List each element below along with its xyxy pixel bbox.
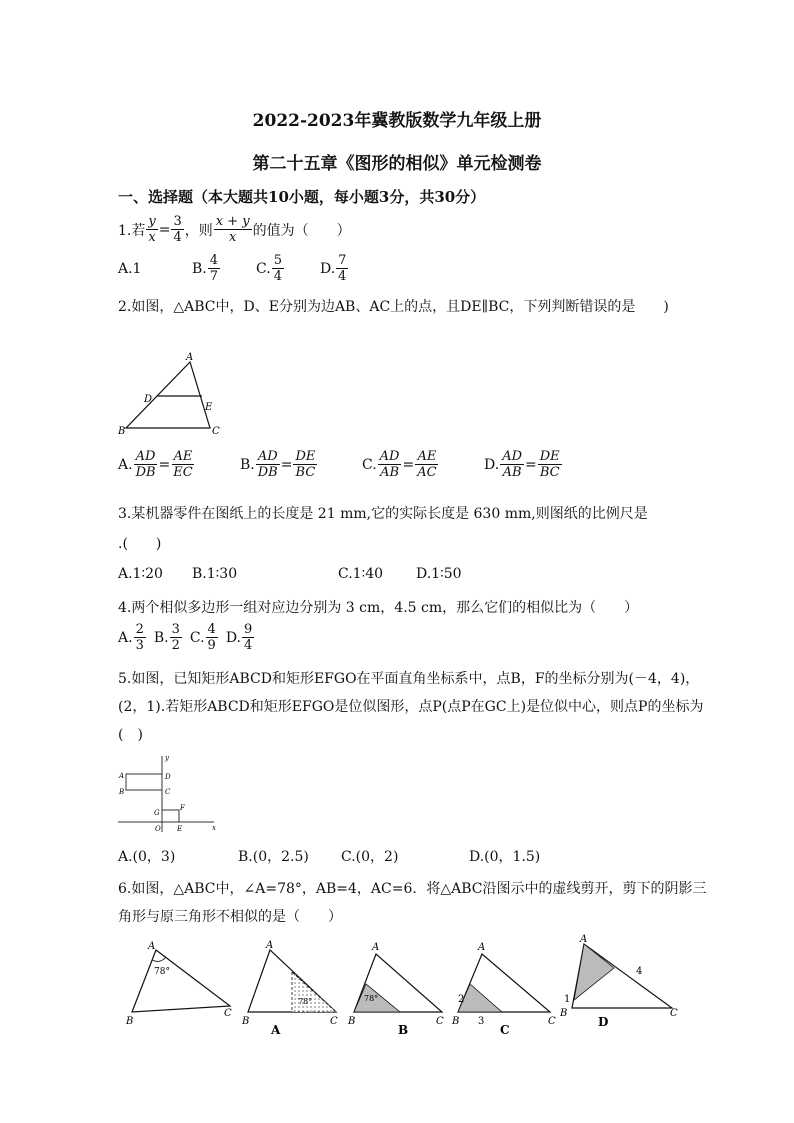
q6-c-label-a: A: [478, 942, 486, 953]
q5-rect-abcd: [126, 774, 162, 790]
q1-middle: ，则: [184, 222, 213, 239]
q1-options: [118, 253, 349, 284]
q5-label-d: D: [165, 773, 171, 781]
q1-option-d-label: D.: [319, 260, 336, 277]
q6-angle-arc: [152, 957, 166, 961]
q3-option-a: A.1∶20: [118, 566, 163, 582]
q4-option-a: $\frac{2}{3}$: [135, 622, 144, 653]
question-4: 4.两个相似多边形一组对应边分别为 3 cm，4.5 cm，那么它们的相似比为（ ）: [118, 600, 639, 616]
q6-d-label-b: B: [560, 1008, 568, 1019]
q1-option-d: $\frac{7}{4}$: [338, 253, 347, 284]
q6-d-length-1: 1: [564, 994, 571, 1005]
q1-prefix: 1.若: [118, 222, 146, 239]
question-1: [118, 214, 351, 245]
q2-label-b: B: [118, 426, 126, 437]
q2-options: [118, 449, 563, 480]
q4-option-c-label: C.: [189, 629, 205, 646]
q2-label-e: E: [205, 402, 213, 413]
q6-c-shaded: [458, 984, 502, 1012]
q6-option-a-label: A: [271, 1023, 281, 1037]
q2-label-c: C: [212, 426, 220, 437]
q6-b-label-b: B: [348, 1016, 356, 1027]
q2-triangle-figure: [114, 350, 224, 440]
q5-label-y: y: [165, 754, 169, 762]
q6-orig-label-c: C: [224, 1008, 232, 1019]
q6-c-label-c: C: [548, 1016, 556, 1027]
q5-label-x: x: [212, 824, 216, 832]
q2-option-d: D. $\frac{AD}{AB}$ = $\frac{DE}{BC}$: [484, 449, 560, 480]
q5-label-b: B: [119, 788, 125, 796]
q4-option-d: $\frac{9}{4}$: [244, 622, 253, 653]
question-6: 6.如图，△ABC中，∠A=78°，AB=4，AC=6．将△ABC沿图示中的虚线剪开，剪下的阴影三角形与原三角形不相似的是（ ）: [118, 881, 707, 925]
q3-option-b: B.1∶30: [192, 566, 238, 582]
q6-d-shaded: [574, 944, 614, 1000]
q1-option-c-label: C.: [256, 260, 271, 277]
q1-equals: =: [158, 221, 171, 238]
question-3-cont: .( ): [118, 536, 162, 552]
q1-option-b-label: B.: [192, 260, 207, 277]
q6-d-label-a: A: [580, 934, 588, 945]
q6-a-label-a: A: [266, 940, 274, 951]
question-2: 2.如图，△ABC中，D、E分别为边AB、AC上的点，且DE∥BC，下列判断错误的是 ): [118, 299, 669, 315]
q5-option-a: A.(0，3): [118, 849, 176, 865]
q2-triangle-abc: [126, 362, 210, 428]
q2-option-c: C. $\frac{AD}{AB}$ = $\frac{AE}{AC}$: [362, 449, 437, 480]
q6-c-length-3: 3: [478, 1016, 485, 1027]
q5-label-e: E: [177, 825, 183, 833]
q4-option-c: $\frac{4}{9}$: [207, 622, 216, 653]
q4-option-a-label: A.: [118, 629, 133, 646]
q5-option-c: C.(0，2): [341, 849, 399, 865]
q6-option-d-label: D: [598, 1015, 609, 1029]
q6-a-angle: 78°: [298, 997, 313, 1006]
q2-option-a: A. $\frac{AD}{DB}$ = $\frac{AE}{EC}$: [118, 449, 193, 480]
q5-label-c: C: [165, 788, 171, 796]
q6-b-angle: 78°: [364, 994, 379, 1003]
q3-option-d: D.1∶50: [416, 566, 462, 582]
q3-option-c: C.1∶40: [338, 566, 384, 582]
q6-c-label-b: B: [452, 1016, 460, 1027]
q5-label-o: O: [155, 825, 161, 833]
q6-option-b-label: B: [398, 1023, 409, 1037]
q2-label-d: D: [144, 394, 153, 405]
q5-coordinate-figure: [114, 752, 220, 836]
q6-original-triangle: [132, 950, 230, 1012]
q6-option-c-label: C: [500, 1023, 510, 1037]
page-title: 2022-2023年冀教版数学九年级上册: [252, 111, 542, 131]
q2-label-a: A: [186, 352, 194, 363]
q6-a-label-c: C: [330, 1016, 338, 1027]
q5-label-a: A: [119, 772, 125, 780]
q1-option-a: A.1: [118, 260, 142, 277]
q4-option-d-label: D.: [225, 629, 242, 646]
q3-options: [118, 566, 462, 582]
q5-option-b: B.(0，2.5): [238, 849, 309, 865]
q5-label-f: F: [180, 804, 185, 812]
q6-a-shaded: [292, 972, 336, 1012]
q2-option-b: B. $\frac{AD}{DB}$ = $\frac{DE}{BC}$: [240, 449, 316, 480]
q1-option-b: $\frac{4}{7}$: [209, 253, 219, 284]
q5-option-d: D.(0，1.5): [469, 849, 541, 865]
q5-rect-efgo: [162, 810, 179, 822]
section-heading: 一、选择题（本大题共10小题，每小题3分，共30分）: [118, 188, 486, 206]
q6-d-length-4: 4: [636, 966, 643, 977]
q6-orig-label-a: A: [148, 941, 156, 952]
q6-d-label-c: C: [670, 1008, 678, 1019]
q5-options: [118, 846, 540, 866]
q6-orig-label-b: B: [126, 1016, 134, 1027]
q1-suffix: 的值为（ ）: [252, 222, 351, 239]
page-subtitle: 第二十五章《图形的相似》单元检测卷: [252, 154, 542, 174]
q6-b-label-a: A: [372, 942, 380, 953]
q6-c-length-2: 2: [458, 994, 465, 1005]
q1-option-c: $\frac{5}{4}$: [273, 253, 282, 284]
q6-a-label-b: B: [242, 1016, 250, 1027]
q1-fraction-y-over-x: $\frac{y}{x}$: [148, 214, 156, 245]
q6-triangles-figure: [118, 930, 694, 1040]
q5-label-g: G: [154, 809, 160, 817]
q4-option-b: $\frac{3}{2}$: [171, 622, 180, 653]
q4-options: [118, 622, 255, 653]
question-3: 3.某机器零件在图纸上的长度是 21 mm,它的实际长度是 630 mm,则图纸的比例尺是: [118, 506, 648, 522]
q1-fraction-3-over-4: $\frac{3}{4}$: [173, 214, 182, 245]
q6-b-label-c: C: [436, 1016, 444, 1027]
q6-orig-angle: 78°: [154, 967, 170, 977]
question-5: 5.如图，已知矩形ABCD和矩形EFGO在平面直角坐标系中，点B，F的坐标分别为(－4，4)，(2，1).若矩形ABCD和矩形EFGO是位似图形，点P(点P在GC上)是位似中心，则点P的坐标为( ): [118, 671, 704, 743]
q1-fraction-xy-over-x: $\frac{x + y}{x}$: [215, 214, 250, 245]
q4-option-b-label: B.: [153, 629, 169, 646]
